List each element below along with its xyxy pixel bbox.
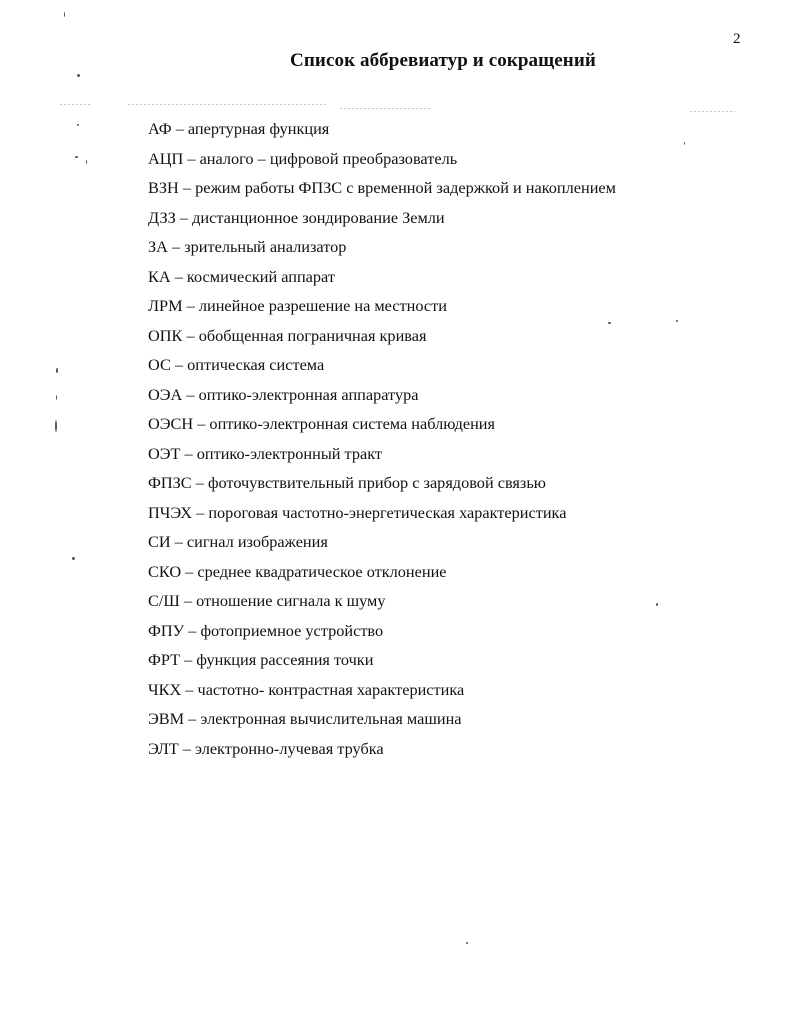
abbreviation-separator: –: [188, 620, 197, 640]
abbreviation-separator: –: [186, 325, 195, 345]
abbreviation-row: [148, 382, 616, 412]
abbreviation-term: ОС: [148, 355, 171, 374]
abbreviation-definition: функция рассеяния точки: [196, 650, 374, 669]
abbreviation-term: ЧКХ: [148, 679, 182, 699]
abbreviation-definition: аналого – цифровой преобразователь: [199, 148, 458, 168]
abbreviation-term: ОЭТ: [148, 443, 181, 463]
abbreviation-separator: –: [184, 650, 193, 669]
abbreviation-definition: оптико-электронная система наблюдения: [209, 414, 495, 433]
abbreviation-separator: –: [182, 738, 191, 758]
abbreviation-row: [148, 175, 616, 205]
abbreviation-term: ЗА: [148, 237, 168, 256]
abbreviation-definition: частотно- контрастная характеристика: [197, 679, 465, 699]
abbreviation-definition: зрительный анализатор: [184, 237, 347, 256]
abbreviation-row: [148, 146, 616, 176]
abbreviation-row: [148, 677, 616, 707]
abbreviation-separator: –: [183, 591, 193, 610]
abbreviation-separator: –: [174, 532, 183, 551]
abbreviation-separator: –: [196, 502, 205, 522]
abbreviation-separator: –: [185, 679, 194, 699]
abbreviation-separator: –: [186, 296, 195, 315]
abbreviation-term: ОЭА: [148, 384, 183, 404]
abbreviation-term: ЭЛТ: [148, 738, 179, 758]
abbreviation-row: [148, 116, 616, 146]
abbreviation-separator: –: [179, 207, 189, 227]
abbreviation-definition: электронная вычислительная машина: [200, 709, 462, 728]
abbreviation-row: [148, 441, 616, 471]
abbreviation-definition: космический аппарат: [186, 266, 335, 286]
abbreviation-definition: оптическая система: [187, 355, 325, 374]
abbreviation-term: С/Ш: [148, 591, 180, 610]
abbreviation-definition: апертурная функция: [187, 119, 330, 138]
page-title: Список аббревиатур и сокращений: [290, 50, 596, 71]
abbreviation-definition: пороговая частотно-энергетическая характеристика: [208, 502, 567, 522]
abbreviation-separator: –: [188, 709, 197, 728]
abbreviation-definition: оптико-электронный тракт: [196, 443, 383, 463]
abbreviation-separator: –: [172, 237, 181, 256]
abbreviation-row: [148, 234, 616, 264]
abbreviation-row: [148, 500, 616, 530]
abbreviation-definition: фоточувствительный прибор с зарядовой связью: [207, 473, 546, 492]
abbreviation-separator: –: [174, 266, 183, 286]
abbreviation-separator: –: [182, 178, 191, 197]
abbreviation-term: СКО: [148, 561, 182, 581]
abbreviation-row: [148, 647, 616, 677]
abbreviation-term: АЦП: [148, 148, 184, 168]
abbreviation-row: [148, 736, 616, 766]
abbreviation-row: [148, 352, 616, 382]
page-number: 2: [733, 31, 741, 47]
abbreviation-separator: –: [186, 384, 195, 404]
abbreviation-row: [148, 323, 616, 353]
abbreviation-list: [148, 116, 616, 765]
abbreviation-term: СИ: [148, 532, 171, 551]
abbreviation-definition: линейное разрешение на местности: [198, 296, 447, 315]
abbreviation-definition: отношение сигнала к шуму: [196, 591, 386, 610]
abbreviation-definition: оптико-электронная аппаратура: [198, 384, 419, 404]
abbreviation-row: [148, 293, 616, 323]
abbreviation-separator: –: [185, 561, 194, 581]
abbreviation-term: ОЭСН: [148, 414, 194, 433]
abbreviation-term: ЭВМ: [148, 709, 185, 728]
abbreviation-definition: обобщенная пограничная кривая: [198, 325, 427, 345]
abbreviation-row: [148, 618, 616, 648]
abbreviation-definition: дистанционное зондирование Земли: [192, 207, 445, 227]
abbreviation-definition: среднее квадратическое отклонение: [197, 561, 447, 581]
abbreviation-separator: –: [175, 119, 184, 138]
abbreviation-term: ОПК: [148, 325, 183, 345]
abbreviation-definition: режим работы ФПЗС с временной задержкой и накоплением: [195, 178, 616, 197]
abbreviation-row: [148, 588, 616, 618]
abbreviation-separator: –: [174, 355, 184, 374]
abbreviation-separator: –: [197, 414, 206, 433]
abbreviation-row: [148, 264, 616, 294]
abbreviation-separator: –: [184, 443, 193, 463]
abbreviation-row: [148, 529, 616, 559]
abbreviation-term: КА: [148, 266, 171, 286]
abbreviation-separator: –: [195, 473, 204, 492]
abbreviation-term: ФРТ: [148, 650, 181, 669]
abbreviation-term: ВЗН: [148, 178, 179, 197]
abbreviation-term: ПЧЭХ: [148, 502, 193, 522]
abbreviation-definition: сигнал изображения: [186, 532, 328, 551]
abbreviation-separator: –: [187, 148, 196, 168]
abbreviation-row: [148, 411, 616, 441]
abbreviation-definition: электронно-лучевая трубка: [195, 738, 384, 758]
abbreviation-row: [148, 205, 616, 235]
abbreviation-definition: фотоприемное устройство: [200, 620, 384, 640]
abbreviation-term: ФПУ: [148, 620, 185, 640]
abbreviation-term: ФПЗС: [148, 473, 192, 492]
abbreviation-term: ДЗЗ: [148, 207, 176, 227]
abbreviation-term: ЛРМ: [148, 296, 183, 315]
abbreviation-row: [148, 706, 616, 736]
abbreviation-row: [148, 559, 616, 589]
abbreviation-row: [148, 470, 616, 500]
abbreviation-term: АФ: [148, 119, 172, 138]
